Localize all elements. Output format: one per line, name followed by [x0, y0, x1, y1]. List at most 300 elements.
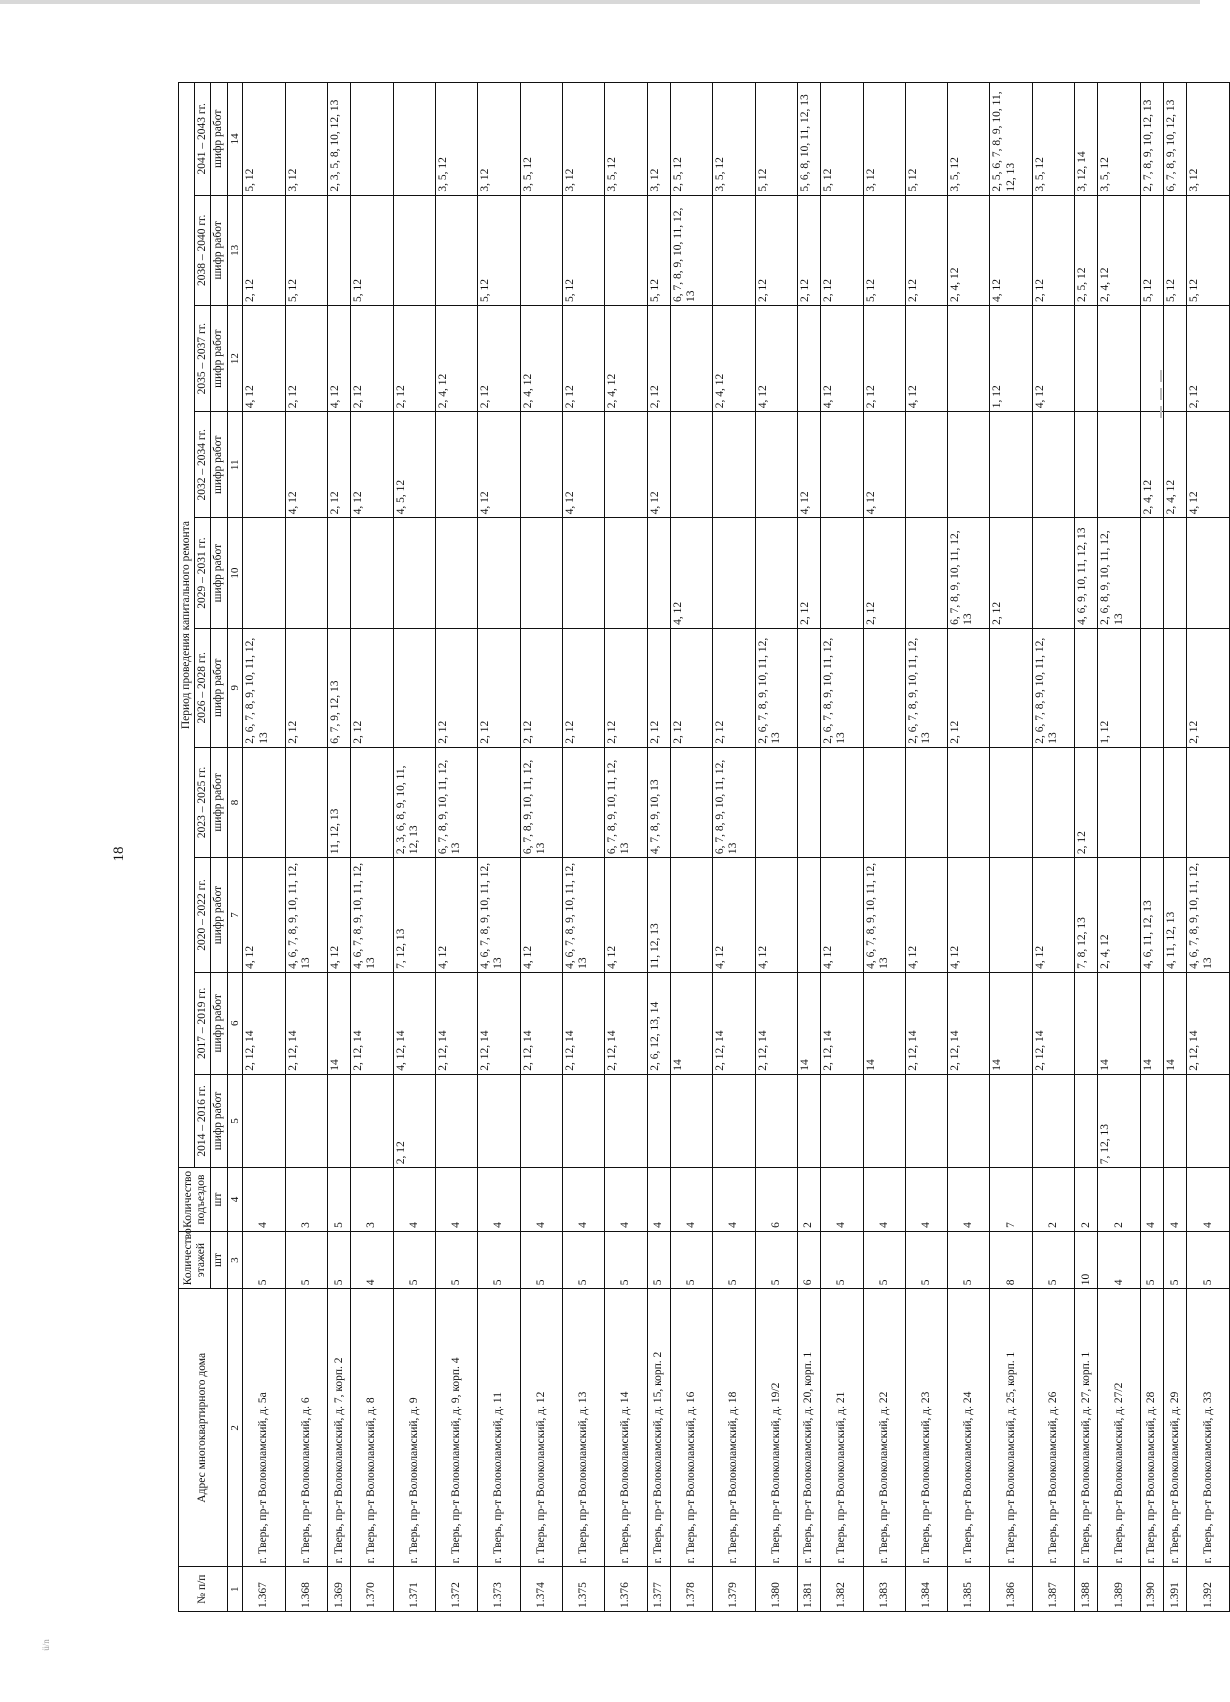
row-work-codes-period-4: 11, 12, 13: [327, 747, 350, 857]
row-work-codes-period-1: [1032, 1074, 1074, 1167]
row-work-codes-period-8: [670, 306, 712, 412]
row-number: 1.382: [821, 1567, 863, 1612]
row-work-codes-period-8: 2, 12: [1187, 306, 1230, 412]
row-work-codes-period-2: 2, 12, 14: [478, 972, 520, 1074]
row-work-codes-period-3: 4, 12: [435, 858, 477, 973]
table-row: [990, 83, 1032, 1612]
row-work-codes-period-2: 4, 12, 14: [393, 972, 435, 1074]
row-work-codes-period-10: [351, 83, 393, 196]
row-work-codes-period-6: 6, 7, 8, 9, 10, 11, 12, 13: [948, 518, 990, 628]
row-work-codes-period-1: [435, 1074, 477, 1167]
row-work-codes-period-5: 2, 12: [713, 628, 755, 747]
row-work-codes-period-6: [327, 518, 350, 628]
row-number: 1.391: [1164, 1567, 1187, 1612]
row-work-codes-period-2: 2, 12, 14: [948, 972, 990, 1074]
row-work-codes-period-1: [562, 1074, 604, 1167]
row-address: г. Тверь, пр-т Волоколамский, д. 24: [948, 1289, 990, 1567]
row-work-codes-period-7: 4, 12: [562, 412, 604, 518]
row-floors: 5: [1032, 1231, 1074, 1288]
row-work-codes-period-7: [948, 412, 990, 518]
table-row: [435, 83, 477, 1612]
row-work-codes-period-7: [1032, 412, 1074, 518]
header-period-10: 2041 – 2043 гг.: [195, 83, 211, 196]
row-work-codes-period-10: 5, 6, 8, 10, 11, 12, 13: [797, 83, 820, 196]
row-work-codes-period-5: 2, 12: [562, 628, 604, 747]
row-address: г. Тверь, пр-т Волоколамский, д. 11: [478, 1289, 520, 1567]
header-period: Период проведения капитального ремонта: [179, 83, 195, 1168]
row-number: 1.390: [1140, 1567, 1163, 1612]
row-work-codes-period-7: 4, 12: [285, 412, 327, 518]
row-work-codes-period-9: 2, 12: [797, 195, 820, 305]
header-period-4: 2023 – 2025 гг.: [195, 747, 211, 857]
row-work-codes-period-6: [821, 518, 863, 628]
row-work-codes-period-9: [605, 195, 647, 305]
row-work-codes-period-6: 2, 6, 8, 9, 10, 11, 12, 13: [1098, 518, 1140, 628]
row-work-codes-period-9: 2, 12: [755, 195, 797, 305]
row-entrances: 4: [1140, 1168, 1163, 1232]
row-address: г. Тверь, пр-т Волоколамский, д. 19/2: [755, 1289, 797, 1567]
column-number: 14: [227, 83, 243, 196]
row-entrances: 4: [562, 1168, 604, 1232]
row-work-codes-period-9: 2, 4, 12: [1098, 195, 1140, 305]
row-work-codes-period-9: [327, 195, 350, 305]
row-work-codes-period-5: 2, 12: [478, 628, 520, 747]
scan-mark: [1160, 370, 1162, 382]
row-work-codes-period-4: [948, 747, 990, 857]
row-entrances: 4: [670, 1168, 712, 1232]
row-address: г. Тверь, пр-т Волоколамский, д. 16: [670, 1289, 712, 1567]
header-row-1: [179, 83, 195, 1612]
row-floors: 5: [905, 1231, 947, 1288]
row-work-codes-period-1: [990, 1074, 1032, 1167]
table-row: [1098, 83, 1140, 1612]
row-work-codes-period-4: [1032, 747, 1074, 857]
row-work-codes-period-10: 5, 12: [821, 83, 863, 196]
table-row: [797, 83, 820, 1612]
header-entrances-unit: шт: [211, 1168, 227, 1232]
header-floors: Количество этажей: [179, 1231, 211, 1288]
row-work-codes-period-10: 3, 5, 12: [948, 83, 990, 196]
table-row: [1164, 83, 1187, 1612]
row-work-codes-period-10: 2, 5, 12: [670, 83, 712, 196]
row-work-codes-period-9: 5, 12: [647, 195, 670, 305]
table-row: [905, 83, 947, 1612]
row-work-codes-period-5: 2, 6, 7, 8, 9, 10, 11, 12, 13: [755, 628, 797, 747]
row-work-codes-period-3: [797, 858, 820, 973]
row-work-codes-period-7: 4, 12: [647, 412, 670, 518]
row-work-codes-period-1: [285, 1074, 327, 1167]
table-row: [755, 83, 797, 1612]
row-work-codes-period-8: [1098, 306, 1140, 412]
capital-repair-table: [178, 82, 1230, 1612]
row-work-codes-period-3: 4, 6, 11, 12, 13: [1140, 858, 1163, 973]
row-work-codes-period-10: 3, 5, 12: [605, 83, 647, 196]
header-period-9: 2038 – 2040 гг.: [195, 195, 211, 305]
row-number: 1.375: [562, 1567, 604, 1612]
column-number: 5: [227, 1074, 243, 1167]
header-code-label: шифр работ: [211, 306, 227, 412]
row-address: г. Тверь, пр-т Волоколамский, д. 14: [605, 1289, 647, 1567]
row-address: г. Тверь, пр-т Волоколамский, д. 25, корп. 1: [990, 1289, 1032, 1567]
row-work-codes-period-1: [520, 1074, 562, 1167]
row-work-codes-period-2: 2, 12, 14: [1032, 972, 1074, 1074]
row-work-codes-period-10: 3, 5, 12: [1032, 83, 1074, 196]
row-work-codes-period-8: 4, 12: [905, 306, 947, 412]
row-floors: 5: [605, 1231, 647, 1288]
column-number: 13: [227, 195, 243, 305]
row-work-codes-period-5: 2, 12: [351, 628, 393, 747]
column-number: 8: [227, 747, 243, 857]
row-address: г. Тверь, пр-т Волоколамский, д. 21: [821, 1289, 863, 1567]
table-row: [670, 83, 712, 1612]
row-address: г. Тверь, пр-т Волоколамский, д. 28: [1140, 1289, 1163, 1567]
row-work-codes-period-6: [285, 518, 327, 628]
row-work-codes-period-2: 2, 12, 14: [713, 972, 755, 1074]
table-row: [285, 83, 327, 1612]
row-work-codes-period-4: [351, 747, 393, 857]
row-entrances: 3: [285, 1168, 327, 1232]
row-work-codes-period-4: 6, 7, 8, 9, 10, 11, 12, 13: [435, 747, 477, 857]
header-code-label: шифр работ: [211, 518, 227, 628]
row-work-codes-period-4: [478, 747, 520, 857]
row-work-codes-period-3: 4, 12: [327, 858, 350, 973]
row-address: г. Тверь, пр-т Волоколамский, д. 15, корп. 2: [647, 1289, 670, 1567]
row-work-codes-period-8: 4, 12: [243, 306, 285, 412]
row-floors: 5: [1140, 1231, 1163, 1288]
row-work-codes-period-10: 5, 12: [905, 83, 947, 196]
row-floors: 5: [647, 1231, 670, 1288]
row-work-codes-period-1: [478, 1074, 520, 1167]
row-work-codes-period-10: 3, 12: [285, 83, 327, 196]
row-work-codes-period-9: [520, 195, 562, 305]
row-work-codes-period-9: 5, 12: [351, 195, 393, 305]
row-floors: 8: [990, 1231, 1032, 1288]
row-floors: 5: [863, 1231, 905, 1288]
row-work-codes-period-3: 11, 12, 13: [647, 858, 670, 973]
row-entrances: 4: [1164, 1168, 1187, 1232]
row-work-codes-period-7: 4, 12: [863, 412, 905, 518]
row-work-codes-period-8: 4, 12: [1032, 306, 1074, 412]
row-work-codes-period-10: 3, 5, 12: [435, 83, 477, 196]
row-work-codes-period-4: [1098, 747, 1140, 857]
row-entrances: 4: [1187, 1168, 1230, 1232]
row-floors: 4: [1098, 1231, 1140, 1288]
row-work-codes-period-6: [1032, 518, 1074, 628]
row-work-codes-period-5: 2, 12: [647, 628, 670, 747]
row-work-codes-period-7: 4, 12: [351, 412, 393, 518]
row-work-codes-period-3: 4, 12: [905, 858, 947, 973]
row-number: 1.372: [435, 1567, 477, 1612]
row-work-codes-period-9: 6, 7, 8, 9, 10, 11, 12, 13: [670, 195, 712, 305]
row-number: 1.387: [1032, 1567, 1074, 1612]
row-work-codes-period-9: [393, 195, 435, 305]
row-work-codes-period-8: 2, 12: [478, 306, 520, 412]
scan-border: [0, 0, 1200, 4]
row-work-codes-period-2: 2, 12, 14: [905, 972, 947, 1074]
row-work-codes-period-6: [1164, 518, 1187, 628]
row-work-codes-period-6: 2, 12: [863, 518, 905, 628]
row-work-codes-period-7: 4, 12: [797, 412, 820, 518]
row-work-codes-period-1: [670, 1074, 712, 1167]
row-work-codes-period-7: [670, 412, 712, 518]
row-number: 1.377: [647, 1567, 670, 1612]
table-row: [393, 83, 435, 1612]
row-entrances: 5: [327, 1168, 350, 1232]
header-code-label: шифр работ: [211, 412, 227, 518]
table-row: [647, 83, 670, 1612]
row-address: г. Тверь, пр-т Волоколамский, д. 22: [863, 1289, 905, 1567]
row-work-codes-period-3: 4, 11, 12, 13: [1164, 858, 1187, 973]
row-work-codes-period-7: 4, 12: [1187, 412, 1230, 518]
row-floors: 5: [243, 1231, 285, 1288]
row-work-codes-period-3: 4, 12: [520, 858, 562, 973]
row-floors: 5: [478, 1231, 520, 1288]
row-work-codes-period-8: 2, 4, 12: [435, 306, 477, 412]
row-work-codes-period-4: [863, 747, 905, 857]
row-work-codes-period-9: 5, 12: [1140, 195, 1163, 305]
row-number: 1.367: [243, 1567, 285, 1612]
row-work-codes-period-10: 6, 7, 8, 9, 10, 12, 13: [1164, 83, 1187, 196]
row-work-codes-period-5: [393, 628, 435, 747]
row-work-codes-period-9: 5, 12: [863, 195, 905, 305]
row-work-codes-period-8: 2, 12: [562, 306, 604, 412]
row-work-codes-period-10: 3, 12: [478, 83, 520, 196]
row-work-codes-period-1: [351, 1074, 393, 1167]
row-work-codes-period-10: 2, 5, 6, 7, 8, 9, 10, 11, 12, 13: [990, 83, 1032, 196]
row-work-codes-period-2: 2, 12, 14: [562, 972, 604, 1074]
row-work-codes-period-5: 2, 12: [1187, 628, 1230, 747]
row-floors: 6: [797, 1231, 820, 1288]
row-entrances: 4: [605, 1168, 647, 1232]
row-floors: 4: [351, 1231, 393, 1288]
scan-footer-mark: ü/n: [40, 1639, 51, 1651]
row-work-codes-period-5: 2, 12: [520, 628, 562, 747]
row-address: г. Тверь, пр-т Волоколамский, д. 29: [1164, 1289, 1187, 1567]
row-work-codes-period-10: 3, 12, 14: [1075, 83, 1098, 196]
table-row: [243, 83, 285, 1612]
row-work-codes-period-8: 2, 12: [647, 306, 670, 412]
row-work-codes-period-7: [821, 412, 863, 518]
row-entrances: 4: [520, 1168, 562, 1232]
row-work-codes-period-9: [435, 195, 477, 305]
header-floors-unit: шт: [211, 1231, 227, 1288]
row-work-codes-period-3: 4, 12: [605, 858, 647, 973]
row-work-codes-period-2: 2, 6, 12, 13, 14: [647, 972, 670, 1074]
table-body: [243, 83, 1230, 1612]
row-number: 1.388: [1075, 1567, 1098, 1612]
row-work-codes-period-7: [243, 412, 285, 518]
table-row: [520, 83, 562, 1612]
header-code-label: шифр работ: [211, 972, 227, 1074]
row-work-codes-period-4: [243, 747, 285, 857]
row-work-codes-period-5: 2, 12: [948, 628, 990, 747]
row-address: г. Тверь, пр-т Волоколамский, д. 9, корп. 4: [435, 1289, 477, 1567]
row-work-codes-period-9: 2, 12: [243, 195, 285, 305]
row-work-codes-period-4: [1187, 747, 1230, 857]
row-number: 1.369: [327, 1567, 350, 1612]
row-work-codes-period-6: [905, 518, 947, 628]
row-work-codes-period-6: 4, 12: [670, 518, 712, 628]
row-work-codes-period-4: 2, 3, 6, 8, 9, 10, 11, 12, 13: [393, 747, 435, 857]
row-work-codes-period-7: [713, 412, 755, 518]
row-entrances: 4: [905, 1168, 947, 1232]
row-work-codes-period-8: 1, 12: [990, 306, 1032, 412]
row-work-codes-period-6: [1187, 518, 1230, 628]
row-work-codes-period-1: [327, 1074, 350, 1167]
row-number: 1.373: [478, 1567, 520, 1612]
row-work-codes-period-2: 2, 12, 14: [351, 972, 393, 1074]
row-work-codes-period-6: [647, 518, 670, 628]
row-work-codes-period-2: 14: [670, 972, 712, 1074]
table-row: [948, 83, 990, 1612]
row-work-codes-period-10: 3, 5, 12: [1098, 83, 1140, 196]
row-work-codes-period-10: [393, 83, 435, 196]
row-work-codes-period-1: [821, 1074, 863, 1167]
row-number: 1.376: [605, 1567, 647, 1612]
row-work-codes-period-10: 3, 12: [863, 83, 905, 196]
table-row: [1075, 83, 1098, 1612]
row-work-codes-period-4: [821, 747, 863, 857]
row-work-codes-period-4: 6, 7, 8, 9, 10, 11, 12, 13: [520, 747, 562, 857]
header-period-3: 2020 – 2022 гг.: [195, 858, 211, 973]
row-work-codes-period-3: 4, 12: [1032, 858, 1074, 973]
row-work-codes-period-7: [435, 412, 477, 518]
row-work-codes-period-4: 6, 7, 8, 9, 10, 11, 12, 13: [605, 747, 647, 857]
row-work-codes-period-5: [990, 628, 1032, 747]
row-number: 1.383: [863, 1567, 905, 1612]
table-row: [713, 83, 755, 1612]
row-entrances: 3: [351, 1168, 393, 1232]
column-number: 11: [227, 412, 243, 518]
row-work-codes-period-3: 4, 6, 7, 8, 9, 10, 11, 12, 13: [351, 858, 393, 973]
row-work-codes-period-3: 4, 12: [821, 858, 863, 973]
row-work-codes-period-8: [1075, 306, 1098, 412]
table-row: [1187, 83, 1230, 1612]
row-work-codes-period-3: 7, 8, 12, 13: [1075, 858, 1098, 973]
row-entrances: 2: [797, 1168, 820, 1232]
row-work-codes-period-7: [990, 412, 1032, 518]
row-work-codes-period-7: [1075, 412, 1098, 518]
row-work-codes-period-2: 2, 12, 14: [821, 972, 863, 1074]
row-work-codes-period-1: 2, 12: [393, 1074, 435, 1167]
row-work-codes-period-6: [243, 518, 285, 628]
row-address: г. Тверь, пр-т Волоколамский, д. 7, корп. 2: [327, 1289, 350, 1567]
table-row: [478, 83, 520, 1612]
row-work-codes-period-3: 4, 6, 7, 8, 9, 10, 11, 12, 13: [562, 858, 604, 973]
row-floors: 5: [755, 1231, 797, 1288]
row-address: г. Тверь, пр-т Волоколамский, д. 27/2: [1098, 1289, 1140, 1567]
row-work-codes-period-3: 4, 6, 7, 8, 9, 10, 11, 12, 13: [1187, 858, 1230, 973]
row-work-codes-period-1: [948, 1074, 990, 1167]
header-period-1: 2014 – 2016 гг.: [195, 1074, 211, 1167]
page-number: 18: [111, 846, 127, 862]
row-work-codes-period-2: 14: [863, 972, 905, 1074]
row-floors: 5: [285, 1231, 327, 1288]
header-period-6: 2029 – 2031 гг.: [195, 518, 211, 628]
row-work-codes-period-4: [1140, 747, 1163, 857]
row-work-codes-period-5: 2, 12: [435, 628, 477, 747]
row-work-codes-period-5: [1164, 628, 1187, 747]
row-work-codes-period-2: 14: [1098, 972, 1140, 1074]
row-work-codes-period-8: 2, 12: [285, 306, 327, 412]
row-work-codes-period-5: 2, 6, 7, 8, 9, 10, 11, 12, 13: [243, 628, 285, 747]
column-number: 4: [227, 1168, 243, 1232]
row-work-codes-period-4: [1164, 747, 1187, 857]
row-work-codes-period-5: [863, 628, 905, 747]
row-work-codes-period-8: [948, 306, 990, 412]
row-work-codes-period-1: [797, 1074, 820, 1167]
row-work-codes-period-8: [1164, 306, 1187, 412]
row-address: г. Тверь, пр-т Волоколамский, д. 6: [285, 1289, 327, 1567]
header-period-5: 2026 – 2028 гг.: [195, 628, 211, 747]
row-floors: 10: [1075, 1231, 1098, 1288]
row-work-codes-period-2: 14: [1140, 972, 1163, 1074]
row-work-codes-period-7: 4, 12: [478, 412, 520, 518]
row-work-codes-period-4: [562, 747, 604, 857]
table-row: [605, 83, 647, 1612]
row-floors: 5: [520, 1231, 562, 1288]
row-work-codes-period-9: [713, 195, 755, 305]
row-work-codes-period-6: 4, 6, 9, 10, 11, 12, 13: [1075, 518, 1098, 628]
scan-mark: [1160, 388, 1162, 400]
row-work-codes-period-1: [1187, 1074, 1230, 1167]
header-entrances: Количество подъездов: [179, 1168, 211, 1232]
row-work-codes-period-7: [520, 412, 562, 518]
row-entrances: 4: [393, 1168, 435, 1232]
column-number: 7: [227, 858, 243, 973]
row-work-codes-period-2: 2, 12, 14: [755, 972, 797, 1074]
row-work-codes-period-4: [285, 747, 327, 857]
row-entrances: 4: [243, 1168, 285, 1232]
row-work-codes-period-1: [1164, 1074, 1187, 1167]
row-work-codes-period-10: 5, 12: [755, 83, 797, 196]
header-period-8: 2035 – 2037 гг.: [195, 306, 211, 412]
row-address: г. Тверь, пр-т Волоколамский, д. 27, корп. 1: [1075, 1289, 1098, 1567]
row-work-codes-period-2: 2, 12, 14: [605, 972, 647, 1074]
row-work-codes-period-2: 14: [1164, 972, 1187, 1074]
row-work-codes-period-9: 4, 12: [990, 195, 1032, 305]
row-work-codes-period-5: 2, 6, 7, 8, 9, 10, 11, 12, 13: [905, 628, 947, 747]
row-work-codes-period-6: [520, 518, 562, 628]
row-work-codes-period-9: 2, 12: [821, 195, 863, 305]
header-no: № п/п: [179, 1567, 228, 1612]
row-work-codes-period-8: 2, 4, 12: [520, 306, 562, 412]
row-number: 1.379: [713, 1567, 755, 1612]
row-work-codes-period-1: [1140, 1074, 1163, 1167]
row-work-codes-period-7: 2, 12: [327, 412, 350, 518]
row-work-codes-period-5: [797, 628, 820, 747]
row-work-codes-period-5: 1, 12: [1098, 628, 1140, 747]
row-address: г. Тверь, пр-т Волоколамский, д. 18: [713, 1289, 755, 1567]
row-work-codes-period-4: 4, 7, 8, 9, 10, 13: [647, 747, 670, 857]
header-code-label: шифр работ: [211, 747, 227, 857]
row-work-codes-period-8: 4, 12: [821, 306, 863, 412]
row-work-codes-period-8: 2, 12: [351, 306, 393, 412]
row-work-codes-period-4: [670, 747, 712, 857]
column-number: 10: [227, 518, 243, 628]
row-work-codes-period-3: 4, 6, 7, 8, 9, 10, 11, 12, 13: [478, 858, 520, 973]
row-work-codes-period-3: 4, 12: [948, 858, 990, 973]
row-work-codes-period-3: 4, 12: [243, 858, 285, 973]
row-work-codes-period-1: [605, 1074, 647, 1167]
row-work-codes-period-10: 2, 7, 8, 9, 10, 12, 13: [1140, 83, 1163, 196]
row-work-codes-period-6: [393, 518, 435, 628]
row-work-codes-period-6: [755, 518, 797, 628]
row-entrances: 4: [863, 1168, 905, 1232]
row-work-codes-period-7: [1098, 412, 1140, 518]
row-number: 1.370: [351, 1567, 393, 1612]
row-entrances: 2: [1098, 1168, 1140, 1232]
